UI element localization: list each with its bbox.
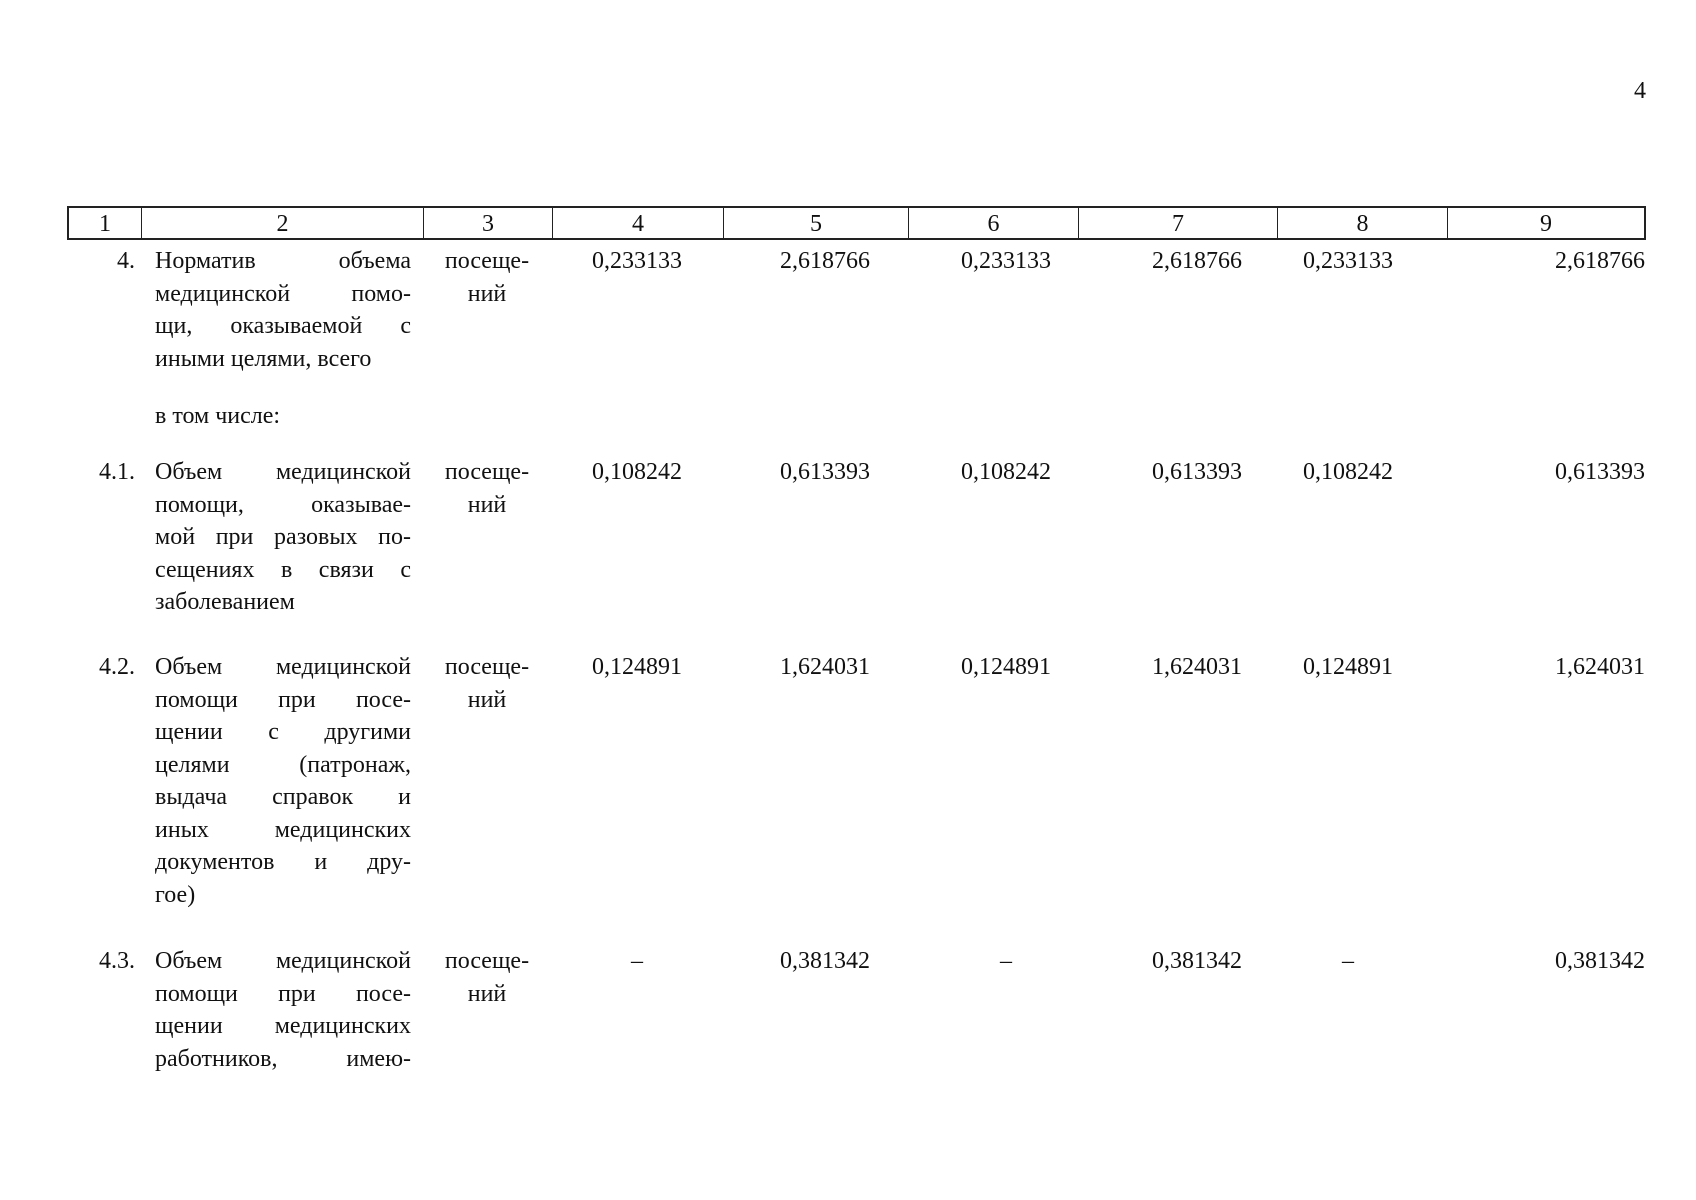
value-col-6: – — [1000, 948, 1012, 974]
header-cell-1: 1 — [69, 208, 142, 238]
value-col-5: 0,613393 — [780, 459, 870, 485]
description-line: щении с другими — [155, 719, 411, 745]
value-col-9: 2,618766 — [1555, 248, 1645, 274]
unit-line: посеще- — [444, 654, 530, 680]
value-col-8: 0,233133 — [1303, 248, 1393, 274]
header-cell-5: 5 — [724, 208, 909, 238]
row-number: 4. — [117, 248, 135, 274]
value-col-7: 0,613393 — [1152, 459, 1242, 485]
description-line: заболеванием — [155, 589, 295, 615]
value-col-4: 0,233133 — [592, 248, 682, 274]
value-col-7: 2,618766 — [1152, 248, 1242, 274]
header-cell-9: 9 — [1540, 211, 1552, 237]
row-description — [155, 245, 411, 375]
row-unit — [433, 456, 541, 521]
description-line: помощи, оказывае- — [155, 491, 411, 518]
value-col-5: 0,381342 — [780, 948, 870, 974]
description-line: гое) — [155, 881, 196, 908]
row-unit — [433, 245, 541, 310]
value-col-7: 1,624031 — [1152, 654, 1242, 680]
description-line: иными целями, всего — [155, 345, 372, 372]
value-col-4: – — [631, 948, 643, 974]
unit-line: посеще- — [444, 248, 530, 274]
value-col-5: 1,624031 — [780, 654, 870, 680]
unit-line: посеще- — [444, 459, 530, 485]
description-line: выдача справок и — [155, 784, 411, 810]
value-col-7: 0,381342 — [1152, 948, 1242, 974]
header-cell-8: 8 — [1278, 208, 1448, 238]
value-col-6: 0,108242 — [961, 459, 1051, 485]
row-unit — [433, 651, 541, 716]
unit-line: ний — [467, 686, 507, 713]
value-col-8: 0,108242 — [1303, 459, 1393, 485]
header-cell-2: 2 — [142, 208, 424, 238]
value-col-9: 1,624031 — [1555, 654, 1645, 680]
unit-line: посеще- — [444, 948, 530, 974]
description-line: Объем медицинской — [155, 948, 411, 974]
value-col-9: 0,613393 — [1555, 459, 1645, 485]
description-line: иных медицинских — [155, 816, 411, 843]
row-description — [155, 651, 411, 911]
description-line: щи, оказываемой с — [155, 313, 411, 339]
value-col-6: 0,124891 — [961, 654, 1051, 680]
description-line: сещениях в связи с — [155, 556, 411, 583]
value-col-5: 2,618766 — [780, 248, 870, 274]
row-description — [155, 456, 411, 619]
subtitle-including: в том числе: — [155, 403, 281, 429]
description-line: медицинской помо- — [155, 280, 411, 307]
row-description — [155, 945, 411, 1075]
value-col-8: – — [1342, 948, 1354, 974]
unit-line: ний — [467, 280, 507, 307]
value-col-4: 0,124891 — [592, 654, 682, 680]
row-unit — [433, 945, 541, 1010]
row-number: 4.2. — [99, 654, 135, 680]
description-line: помощи при посе- — [155, 980, 411, 1007]
value-col-6: 0,233133 — [961, 248, 1051, 274]
description-line: документов и дру- — [155, 849, 411, 875]
header-cell-7: 7 — [1079, 208, 1278, 238]
description-line: Объем медицинской — [155, 459, 411, 485]
value-col-4: 0,108242 — [592, 459, 682, 485]
value-col-9: 0,381342 — [1555, 948, 1645, 974]
description-line: Норматив объема — [155, 248, 411, 274]
description-line: Объем медицинской — [155, 654, 411, 680]
header-cell-3: 3 — [424, 208, 553, 238]
table-header-row — [67, 206, 1646, 240]
unit-line: ний — [467, 491, 507, 518]
unit-line: ний — [467, 980, 507, 1007]
description-line: помощи при посе- — [155, 686, 411, 713]
description-line: щении медицинских — [155, 1013, 411, 1039]
description-line: целями (патронаж, — [155, 751, 411, 778]
value-col-8: 0,124891 — [1303, 654, 1393, 680]
description-line: мой при разовых по- — [155, 524, 411, 550]
page-number: 4 — [1634, 78, 1646, 104]
header-cell-6: 6 — [909, 208, 1079, 238]
row-number: 4.1. — [99, 459, 135, 485]
description-line: работников, имею- — [155, 1045, 411, 1072]
header-cell-4: 4 — [553, 208, 724, 238]
row-number: 4.3. — [99, 948, 135, 974]
